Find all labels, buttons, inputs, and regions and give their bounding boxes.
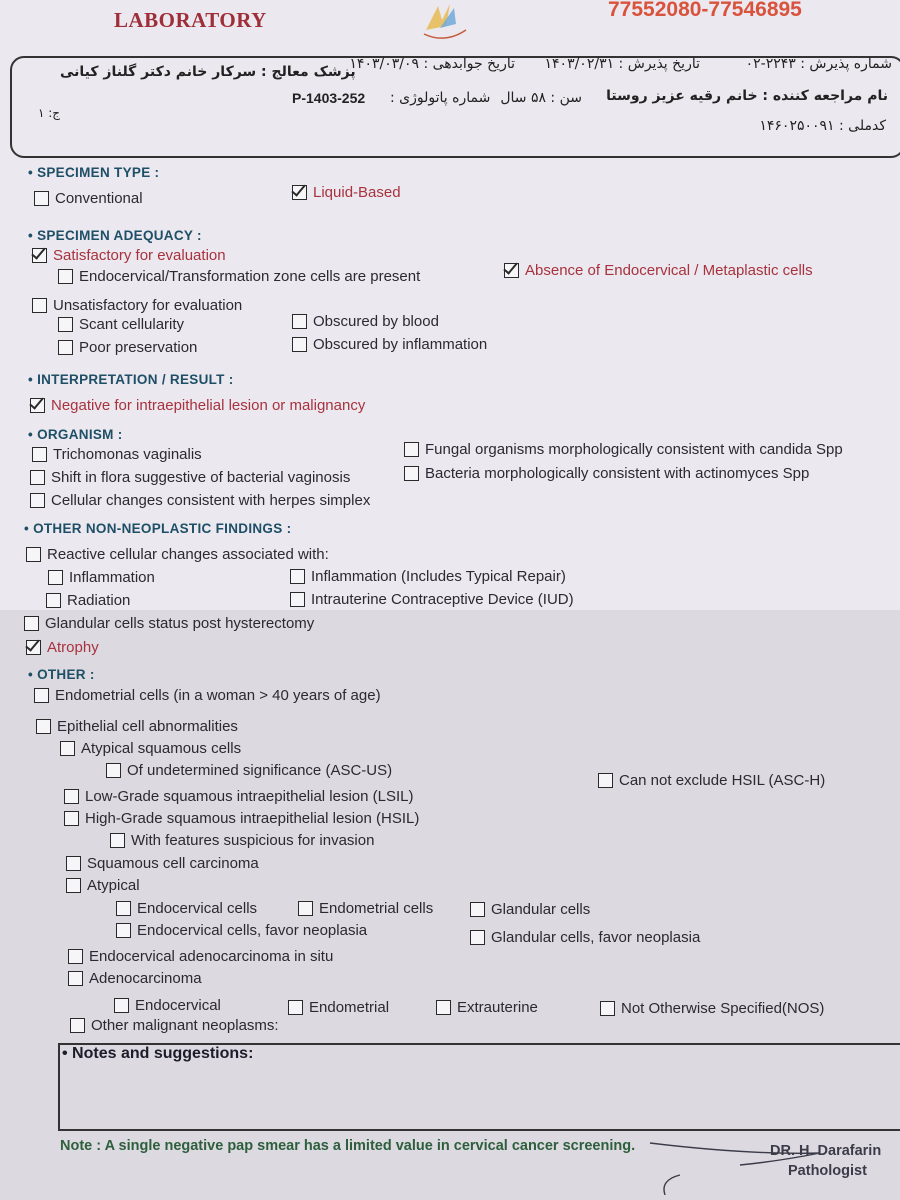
checkbox-unchecked-icon[interactable] <box>26 547 41 562</box>
pathology-label: شماره پاتولوژی : <box>390 90 491 106</box>
checkbox-unchecked-icon[interactable] <box>32 447 47 462</box>
patient-name: نام مراجعه کننده : خانم رقیه عزیز روستا <box>606 88 888 104</box>
item-extrauterine[interactable]: Extrauterine <box>436 999 538 1016</box>
item-glandular-favor[interactable]: Glandular cells, favor neoplasia <box>470 929 700 946</box>
answer-date: تاریخ جوابدهی : ۱۴۰۳/۰۳/۰۹ <box>349 56 515 72</box>
item-asc-h[interactable]: Can not exclude HSIL (ASC-H) <box>598 772 825 789</box>
checkbox-unchecked-icon[interactable] <box>30 470 45 485</box>
item-conventional[interactable]: Conventional <box>34 190 143 207</box>
section-organism: • ORGANISM : <box>28 427 123 442</box>
item-liquid-based[interactable]: Liquid-Based <box>292 184 401 201</box>
checkbox-checked-icon[interactable] <box>30 398 45 413</box>
item-hsil[interactable]: High-Grade squamous intraepithelial lesion (HSIL) <box>64 810 419 827</box>
item-shift-flora[interactable]: Shift in flora suggestive of bacterial vaginosis <box>30 469 350 486</box>
checkbox-unchecked-icon[interactable] <box>470 902 485 917</box>
item-endocervical[interactable]: Endocervical <box>114 997 221 1014</box>
checkbox-unchecked-icon[interactable] <box>288 1000 303 1015</box>
checkbox-checked-icon[interactable] <box>292 185 307 200</box>
page-number: ج: ۱ <box>38 106 61 120</box>
section-other: • OTHER : <box>28 667 95 682</box>
checkbox-unchecked-icon[interactable] <box>292 314 307 329</box>
item-atrophy[interactable]: Atrophy <box>26 639 99 656</box>
lab-phone: 77552080-77546895 <box>608 0 802 21</box>
item-absence-endocervical[interactable]: Absence of Endocervical / Metaplastic cells <box>504 262 813 279</box>
item-asc-us[interactable]: Of undetermined significance (ASC-US) <box>106 762 392 779</box>
checkbox-unchecked-icon[interactable] <box>34 688 49 703</box>
checkbox-unchecked-icon[interactable] <box>404 466 419 481</box>
item-atypical[interactable]: Atypical <box>66 877 140 894</box>
checkbox-unchecked-icon[interactable] <box>36 719 51 734</box>
pathology-number: P-1403-252 <box>292 90 366 106</box>
checkbox-unchecked-icon[interactable] <box>66 878 81 893</box>
checkbox-unchecked-icon[interactable] <box>68 949 83 964</box>
item-endometrial[interactable]: Endometrial <box>288 999 389 1016</box>
section-non-neoplastic: • OTHER NON-NEOPLASTIC FINDINGS : <box>24 521 292 536</box>
item-satisfactory[interactable]: Satisfactory for evaluation <box>32 247 226 264</box>
item-actinomyces[interactable]: Bacteria morphologically consistent with actinomyces Spp <box>404 465 809 482</box>
item-endocervical-present[interactable]: Endocervical/Transformation zone cells are present <box>58 268 420 285</box>
item-negative[interactable]: Negative for intraepithelial lesion or malignancy <box>30 397 365 414</box>
admission-date: تاریخ پذیرش : ۱۴۰۳/۰۲/۳۱ <box>544 56 700 72</box>
section-specimen-adequacy: • SPECIMEN ADEQUACY : <box>28 228 202 243</box>
item-endometrial-cells[interactable]: Endometrial cells <box>298 900 433 917</box>
checkbox-checked-icon[interactable] <box>504 263 519 278</box>
physician: پزشک معالج : سرکار خانم دکتر گلناز کیانی <box>60 64 356 80</box>
checkbox-unchecked-icon[interactable] <box>290 569 305 584</box>
section-interpretation: • INTERPRETATION / RESULT : <box>28 372 234 387</box>
item-nos[interactable]: Not Otherwise Specified(NOS) <box>600 1000 824 1017</box>
checkbox-unchecked-icon[interactable] <box>600 1001 615 1016</box>
checkbox-checked-icon[interactable] <box>32 248 47 263</box>
item-lsil[interactable]: Low-Grade squamous intraepithelial lesion (LSIL) <box>64 788 414 805</box>
item-scc[interactable]: Squamous cell carcinoma <box>66 855 259 872</box>
item-trichomonas[interactable]: Trichomonas vaginalis <box>32 446 202 463</box>
checkbox-unchecked-icon[interactable] <box>114 998 129 1013</box>
section-specimen-type: • SPECIMEN TYPE : <box>28 165 160 180</box>
checkbox-unchecked-icon[interactable] <box>110 833 125 848</box>
item-epithelial-abn[interactable]: Epithelial cell abnormalities <box>36 718 238 735</box>
checkbox-unchecked-icon[interactable] <box>46 593 61 608</box>
item-poor-preservation[interactable]: Poor preservation <box>58 339 197 356</box>
item-herpes[interactable]: Cellular changes consistent with herpes simplex <box>30 492 370 509</box>
checkbox-unchecked-icon[interactable] <box>292 337 307 352</box>
item-endocervical-favor[interactable]: Endocervical cells, favor neoplasia <box>116 922 367 939</box>
checkbox-unchecked-icon[interactable] <box>34 191 49 206</box>
checkbox-unchecked-icon[interactable] <box>116 923 131 938</box>
item-inflammation-repair[interactable]: Inflammation (Includes Typical Repair) <box>290 568 566 585</box>
checkbox-unchecked-icon[interactable] <box>116 901 131 916</box>
item-invasion[interactable]: With features suspicious for invasion <box>110 832 374 849</box>
checkbox-unchecked-icon[interactable] <box>290 592 305 607</box>
item-adenocarcinoma[interactable]: Adenocarcinoma <box>68 970 202 987</box>
checkbox-unchecked-icon[interactable] <box>68 971 83 986</box>
checkbox-unchecked-icon[interactable] <box>48 570 63 585</box>
notes-title: • Notes and suggestions: <box>62 1045 254 1062</box>
checkbox-unchecked-icon[interactable] <box>436 1000 451 1015</box>
item-glandular-cells[interactable]: Glandular cells <box>470 901 590 918</box>
checkbox-unchecked-icon[interactable] <box>66 856 81 871</box>
lab-logo <box>420 0 470 42</box>
item-ais[interactable]: Endocervical adenocarcinoma in situ <box>68 948 333 965</box>
item-glandular-post[interactable]: Glandular cells status post hysterectomy <box>24 615 314 632</box>
checkbox-unchecked-icon[interactable] <box>470 930 485 945</box>
item-scant[interactable]: Scant cellularity <box>58 316 184 333</box>
checkbox-unchecked-icon[interactable] <box>106 763 121 778</box>
item-endometrial-40[interactable]: Endometrial cells (in a woman > 40 years of age) <box>34 687 381 704</box>
item-iud[interactable]: Intrauterine Contraceptive Device (IUD) <box>290 591 574 608</box>
checkbox-unchecked-icon[interactable] <box>32 298 47 313</box>
doctor-name: DR. H. Darafarin <box>770 1143 882 1159</box>
national-id: کدملی : ۱۴۶۰۲۵۰۰۹۱ <box>759 118 886 134</box>
item-other-malignant[interactable]: Other malignant neoplasms: <box>70 1017 279 1034</box>
item-unsatisfactory[interactable]: Unsatisfactory for evaluation <box>32 297 242 314</box>
item-obscured-blood[interactable]: Obscured by blood <box>292 313 439 330</box>
checkbox-unchecked-icon[interactable] <box>64 789 79 804</box>
item-radiation[interactable]: Radiation <box>46 592 130 609</box>
admission-number: شماره پذیرش : ۲۲۴۳-۰۲ <box>745 56 892 72</box>
checkbox-unchecked-icon[interactable] <box>298 901 313 916</box>
checkbox-unchecked-icon[interactable] <box>58 340 73 355</box>
checkbox-unchecked-icon[interactable] <box>24 616 39 631</box>
checkbox-unchecked-icon[interactable] <box>30 493 45 508</box>
item-endocervical-cells[interactable]: Endocervical cells <box>116 900 257 917</box>
item-atypical-squamous[interactable]: Atypical squamous cells <box>60 740 241 757</box>
checkbox-checked-icon[interactable] <box>26 640 41 655</box>
item-fungal[interactable]: Fungal organisms morphologically consistent with candida Spp <box>404 441 843 458</box>
checkbox-unchecked-icon[interactable] <box>404 442 419 457</box>
item-reactive[interactable]: Reactive cellular changes associated with: <box>26 546 329 563</box>
patient-age: سن : ۵۸ سال <box>500 90 582 106</box>
checkbox-unchecked-icon[interactable] <box>70 1018 85 1033</box>
checkbox-unchecked-icon[interactable] <box>58 317 73 332</box>
footer-note: Note : A single negative pap smear has a limited value in cervical cancer screening. <box>60 1138 636 1154</box>
checkbox-unchecked-icon[interactable] <box>598 773 613 788</box>
checkbox-unchecked-icon[interactable] <box>64 811 79 826</box>
lab-title: LABORATORY <box>114 8 267 32</box>
checkbox-unchecked-icon[interactable] <box>58 269 73 284</box>
item-obscured-inflammation[interactable]: Obscured by inflammation <box>292 336 487 353</box>
checkbox-unchecked-icon[interactable] <box>60 741 75 756</box>
doctor-title: Pathologist <box>788 1163 867 1179</box>
item-inflammation[interactable]: Inflammation <box>48 569 155 586</box>
